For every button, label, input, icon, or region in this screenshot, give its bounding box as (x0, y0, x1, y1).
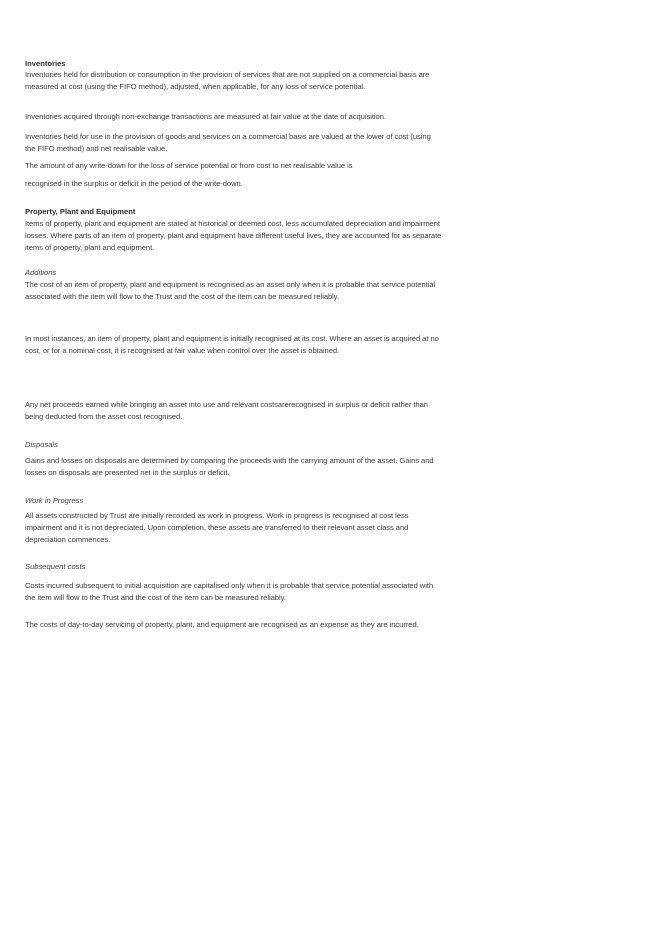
additions-paragraph-1: The cost of an item of property, plant and equipment is recognised as an asset only when it is probable that service potential associated with the item will flow to the Trust and the cost of the item can be measured reliably. (25, 280, 436, 301)
additions-paragraph-2: In most instances, an item of property, plant and equipment is initially recognised at its cost. Where an asset is acquired at no cost, or for a nominal cost, it is recognised at fair value when control over the asset is obtained. (25, 334, 439, 355)
inventories-paragraph-5: recognised in the surplus or deficit in the period of the write-down. (25, 179, 243, 188)
disposals-paragraph-1: Gains and losses on disposals are determined by comparing the proceeds with the carrying amount of the asset. Gains and losses on disposals are presented net in the surplus or deficit. (25, 456, 434, 477)
disposals-heading: Disposals (25, 440, 58, 449)
wip-heading: Work in Progress (25, 496, 84, 505)
ppe-paragraph-1: Items of property, plant and equipment are stated at historical or deemed cost, less accumulated depreciation and impairment losses. Where parts of an item of property, plant and equipment have different useful lives, they are accounted for as separate items of property, plant and equipment. (25, 219, 442, 252)
wip-paragraph-1: All assets constructed by Trust are initially recorded as work in progress. Work in progress is recognised at cost less impairment and it is not depreciated. Upon completion, these assets are transferred to their relevant asset class and depreciation commences. (25, 511, 409, 544)
subsequent-costs-paragraph-2: The costs of day-to-day servicing of property, plant, and equipment are recognised as an expense as they are incurred. (25, 620, 419, 629)
subsequent-costs-paragraph-1: Costs incurred subsequent to initial acquisition are capitalised only when it is probable that service potential associated with the item will flow to the Trust and the cost of the item can be measured reliably. (25, 581, 434, 602)
inventories-paragraph-1: Inventories held for distribution or consumption in the provision of services that are not supplied on a commercial basis are measured at cost (using the FIFO method), adjusted, when applicable, for any loss of service potential. (25, 70, 430, 91)
ppe-heading: Property, Plant and Equipment (25, 207, 136, 216)
inventories-paragraph-3: Inventories held for use in the provision of goods and services on a commercial basis are valued at the lower of cost (using the FIFO method) and net realisable value. (25, 132, 431, 153)
additions-paragraph-3: Any net proceeds earned while bringing an asset into use and relevant costsarerecognised in surplus or deficit rather than being deducted from the asset cost recognised. (25, 400, 428, 421)
inventories-heading: Inventories (25, 59, 66, 68)
subsequent-costs-heading: Subsequent costs (25, 562, 86, 571)
additions-heading: Additions (25, 268, 57, 277)
inventories-paragraph-2: Inventories acquired through non-exchange transactions are measured at fair value at the date of acquisition. (25, 112, 386, 121)
inventories-paragraph-4: The amount of any write-down for the loss of service potential or from cost to net realisable value is (25, 161, 353, 170)
